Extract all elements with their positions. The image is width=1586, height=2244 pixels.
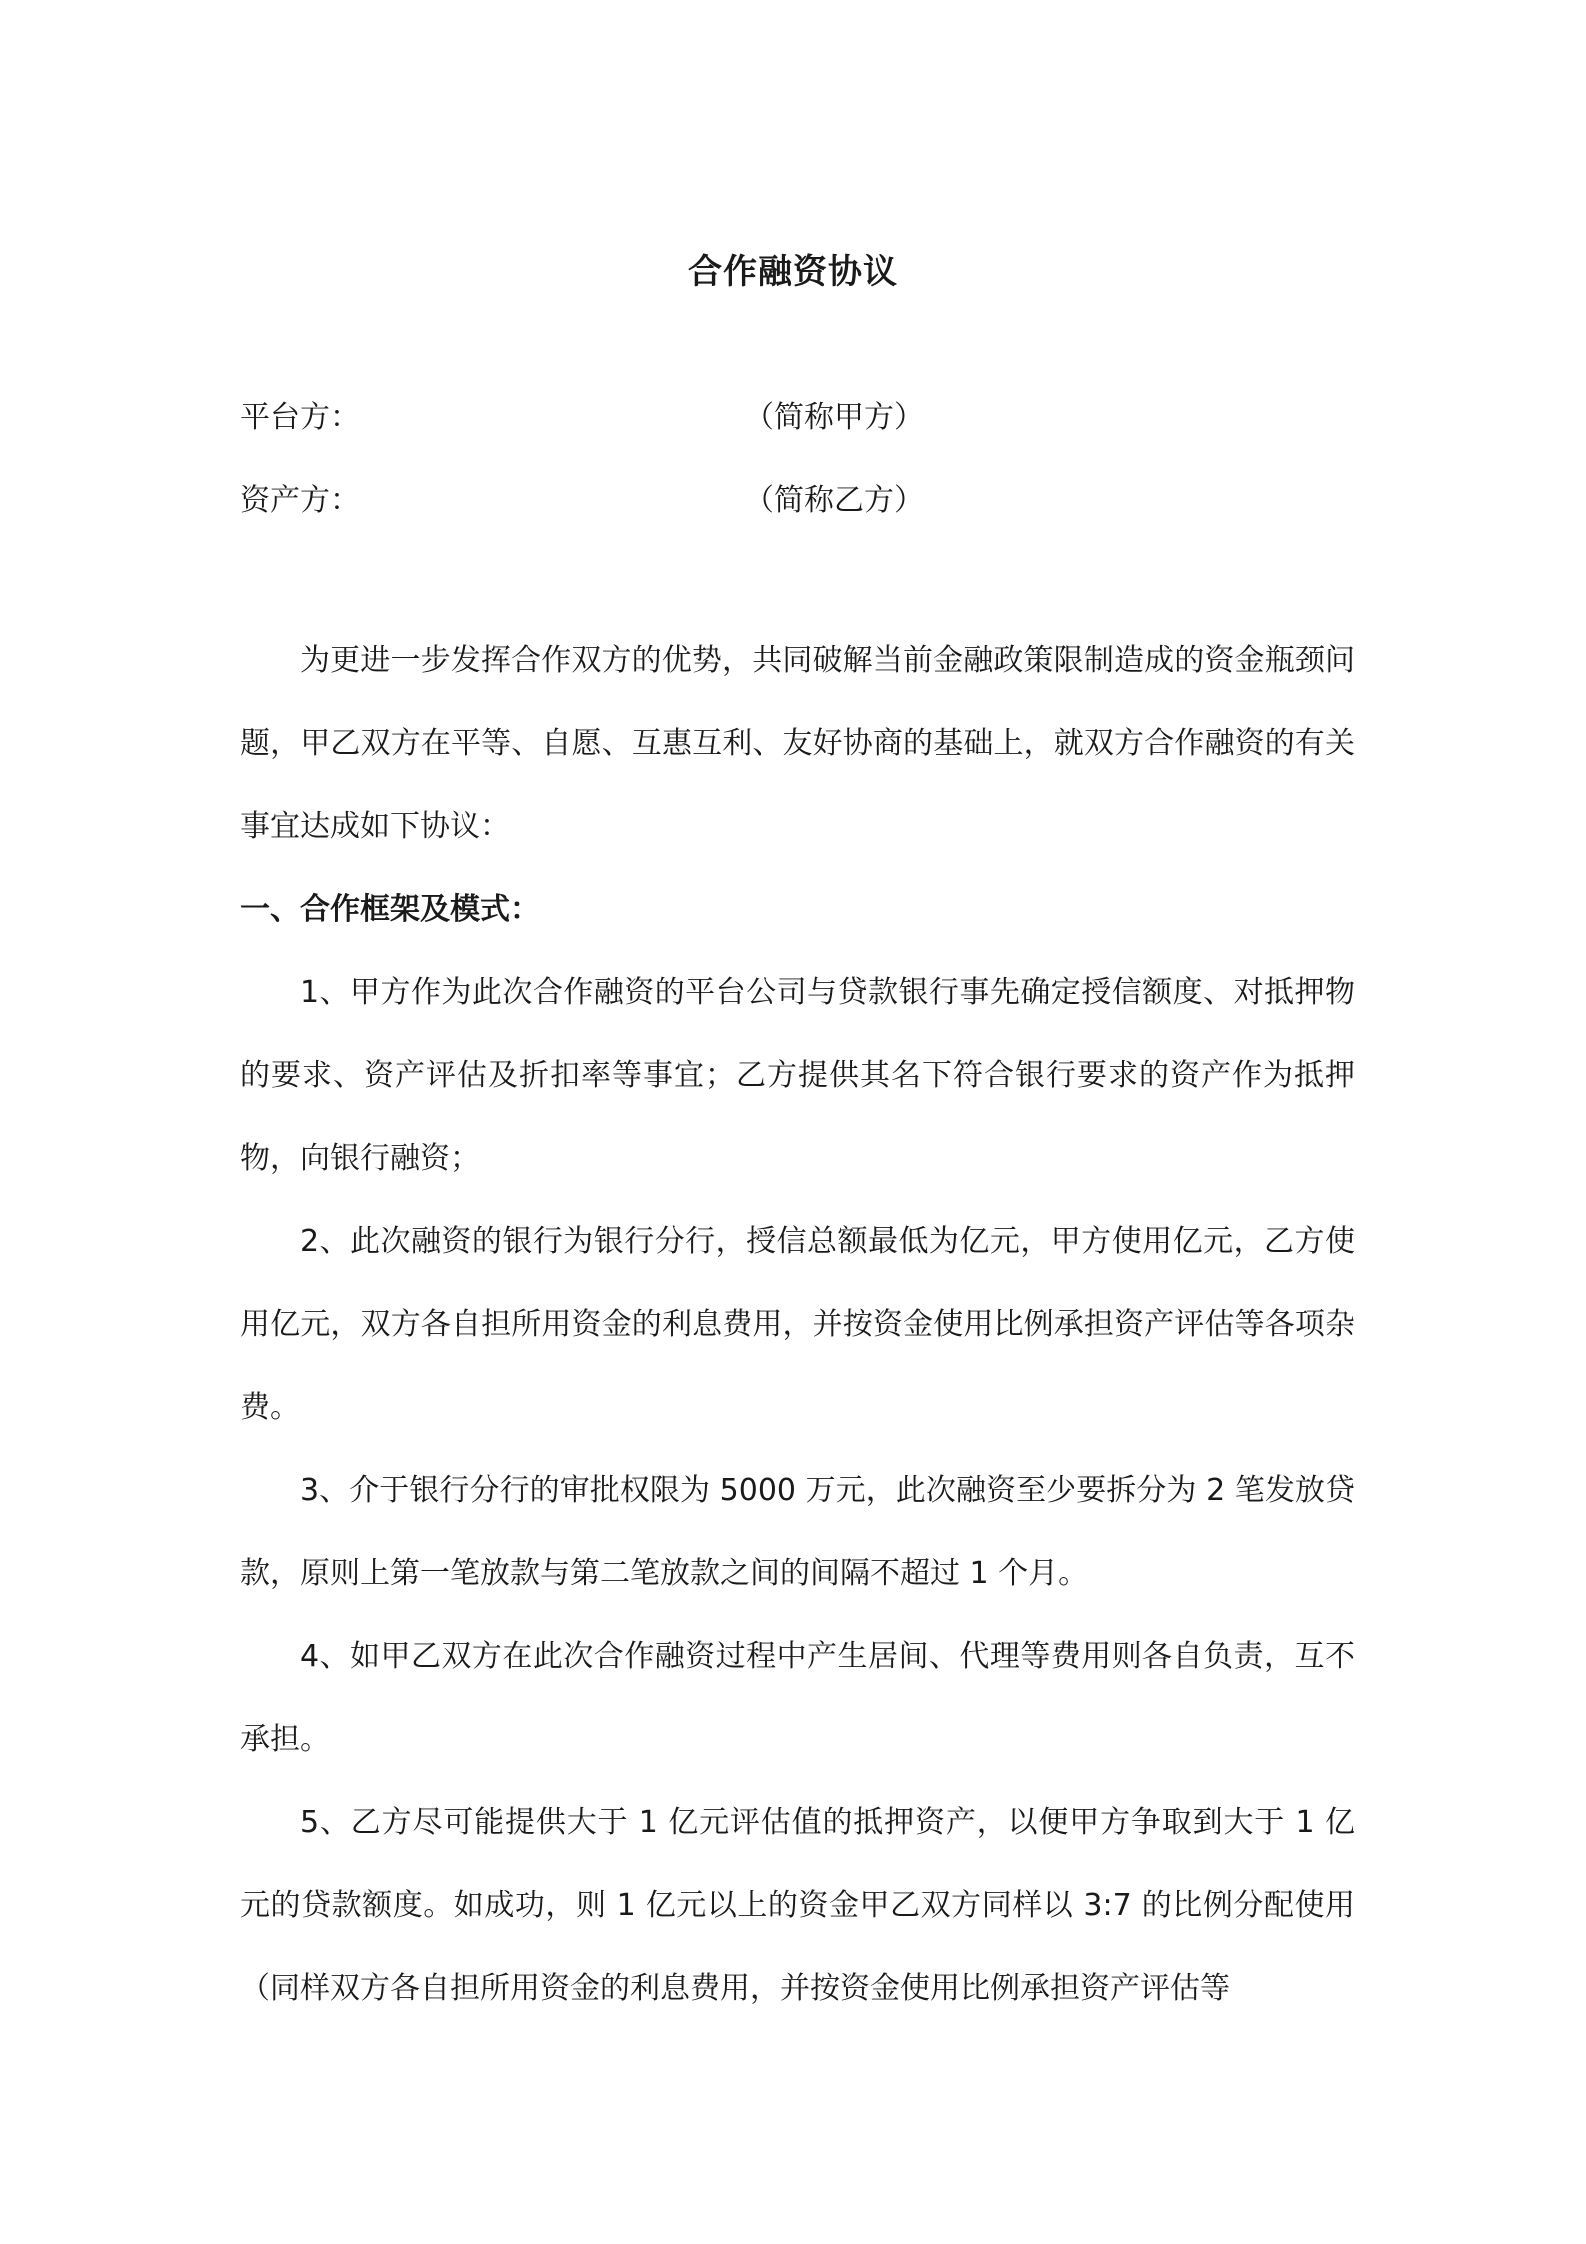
intro-paragraph: 为更进一步发挥合作双方的优势，共同破解当前金融政策限制造成的资金瓶颈问题，甲乙双方在平等、自愿、互惠互利、友好协商的基础上，就双方合作融资的有关事宜达成如下协议： [240, 643, 1355, 844]
party-asset-abbr: （简称乙方） [744, 483, 924, 518]
clause-5: 5、乙方尽可能提供大于 1 亿元评估值的抵押资产，以便甲方争取到大于 1 亿元的贷款额度。如成功，则 1 亿元以上的资金甲乙双方同样以 3:7 的比例分配使用（同样双方各自担所用资金的利息费用，并按资金使用比例承担资产评估等 [240, 1805, 1355, 2006]
document-body [240, 619, 1355, 2030]
clause-4: 4、如甲乙双方在此次合作融资过程中产生居间、代理等费用则各自负责，互不承担。 [240, 1639, 1355, 1757]
party-platform-abbr: （简称甲方） [744, 400, 924, 435]
party-platform-label: 平台方： [240, 400, 360, 435]
clause-1: 1、甲方作为此次合作融资的平台公司与贷款银行事先确定授信额度、对抵押物的要求、资产评估及折扣率等事宜；乙方提供其名下符合银行要求的资产作为抵押物，向银行融资； [240, 975, 1355, 1176]
party-platform [240, 398, 924, 438]
party-asset-label: 资产方： [240, 483, 360, 518]
clause-3: 3、介于银行分行的审批权限为 5000 万元，此次融资至少要拆分为 2 笔发放贷款，原则上第一笔放款与第二笔放款之间的间隔不超过 1 个月。 [240, 1473, 1355, 1591]
party-asset [240, 481, 924, 521]
document-title: 合作融资协议 [688, 252, 898, 292]
clause-2: 2、此次融资的银行为银行分行，授信总额最低为亿元，甲方使用亿元，乙方使用亿元，双方各自担所用资金的利息费用，并按资金使用比例承担资产评估等各项杂费。 [240, 1224, 1355, 1425]
section-heading-cooperation-framework: 一、合作框架及模式： [240, 892, 540, 927]
